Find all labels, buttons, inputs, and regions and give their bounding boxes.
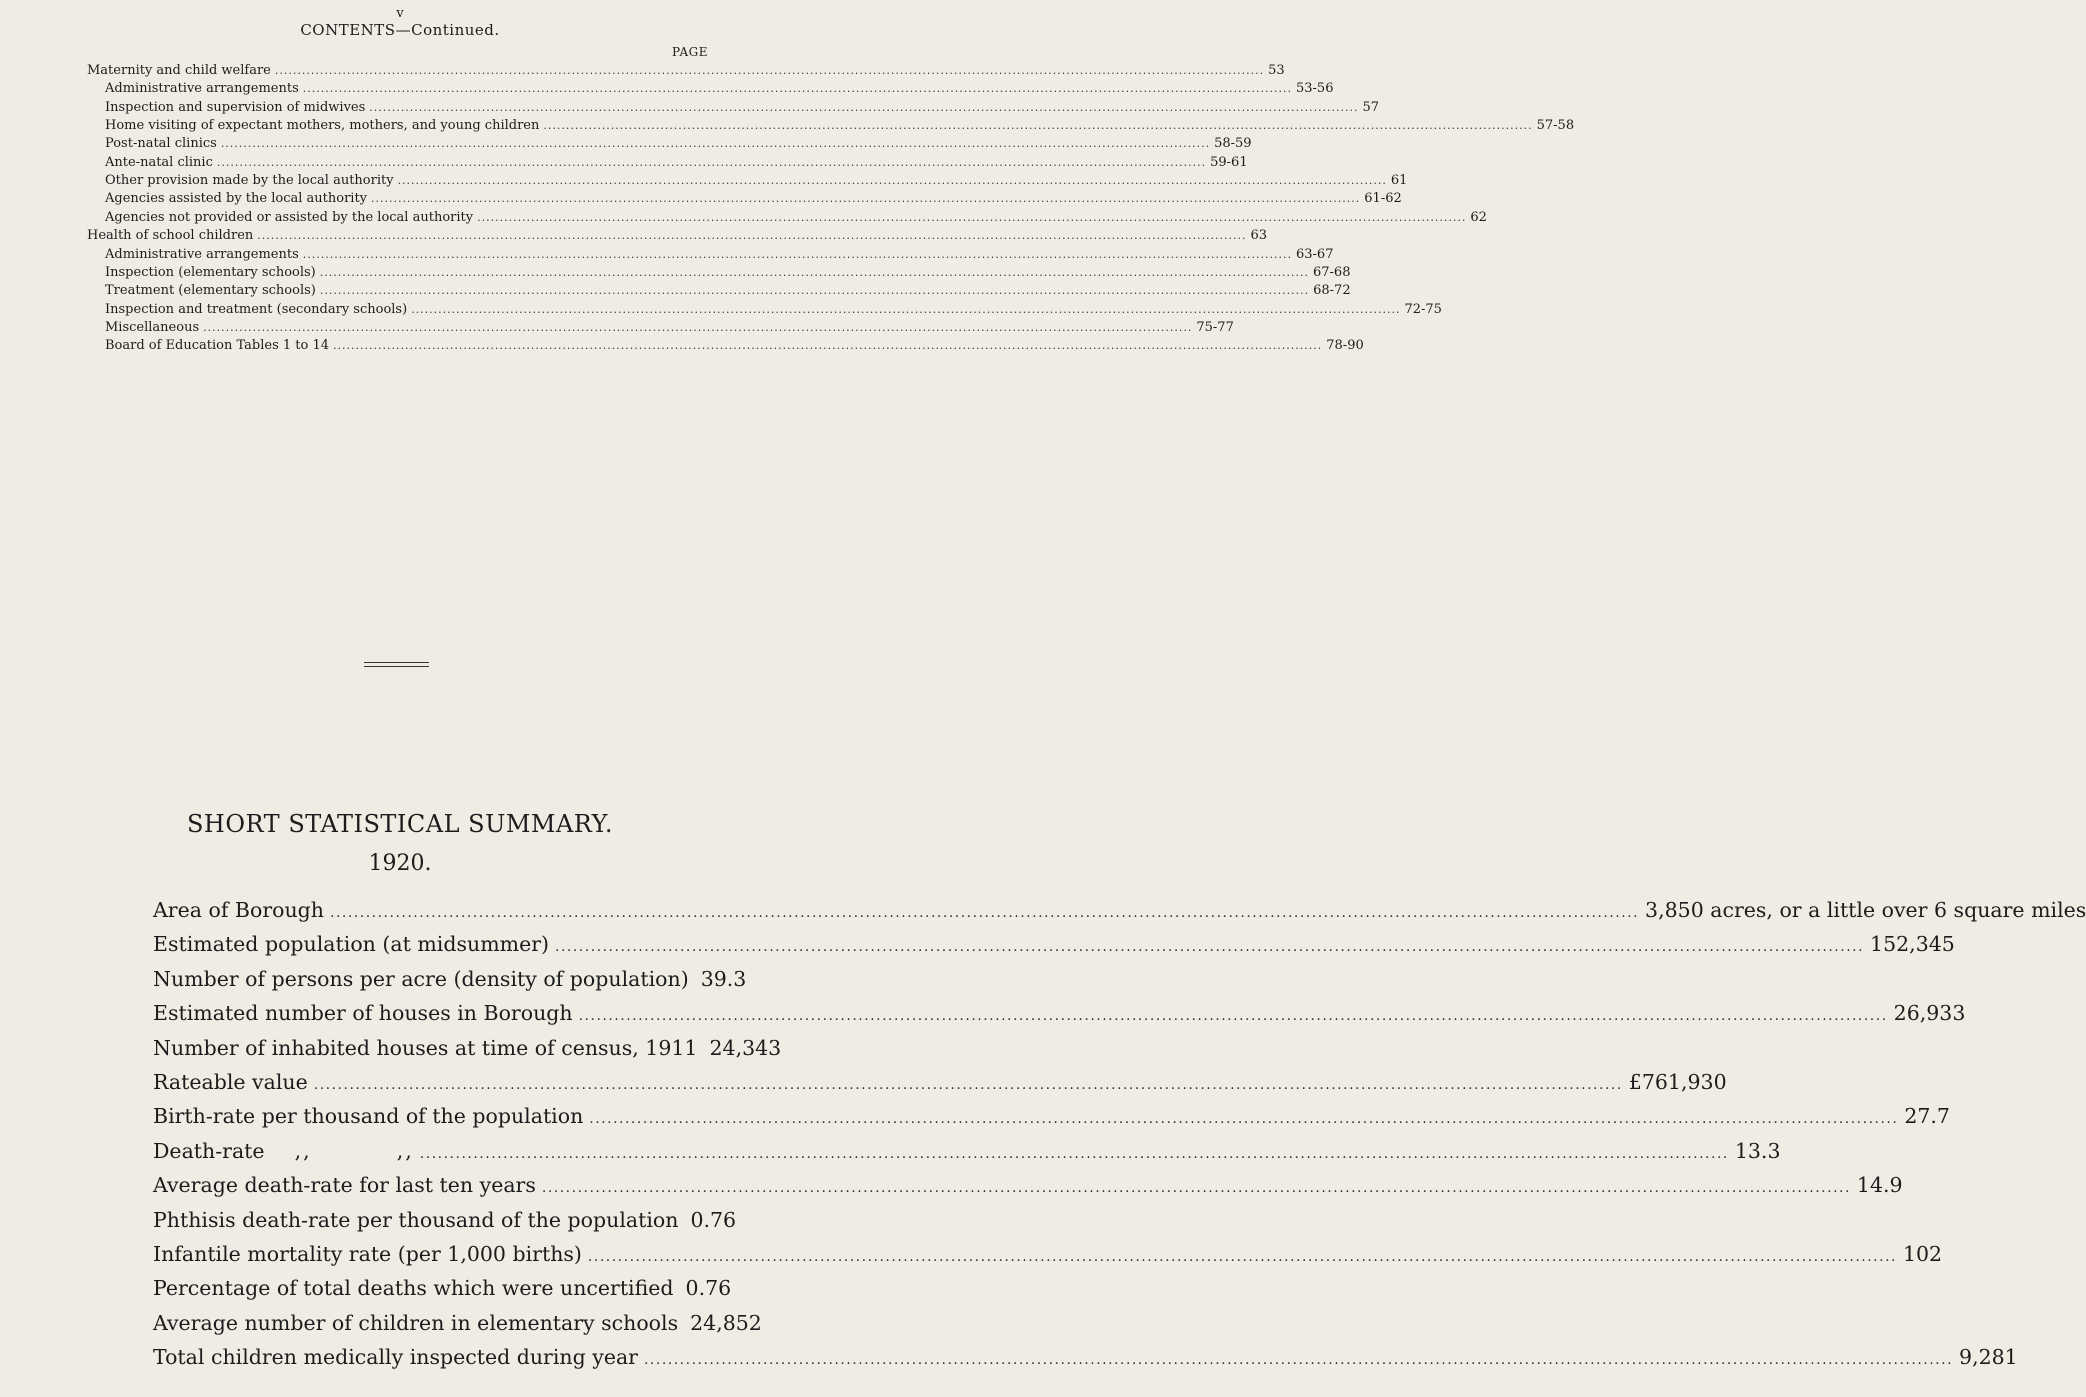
summary-row-label: Total children medically inspected during year — [153, 1345, 638, 1370]
summary-row-value: 13.3 — [1734, 1138, 1781, 1163]
summary-row-label: Number of inhabited houses at time of census, 1911 — [153, 1035, 698, 1060]
dot-leader: ............................................................................................................................................................................................................................ — [555, 939, 1865, 956]
divider-rule — [364, 666, 429, 667]
toc-entry-label: Inspection and treatment (secondary schools) — [105, 301, 408, 317]
dot-leader: ............................................................................................................................................................................................................................ — [477, 210, 1467, 224]
toc-entry-page: 75-77 — [1196, 319, 1234, 335]
dot-leader: ............................................................................................................................................................................................................................ — [319, 265, 1309, 279]
summary-row-value: 102 — [1902, 1242, 1943, 1266]
toc-entry — [87, 227, 1268, 245]
toc-entry-page: 57-58 — [1536, 118, 1575, 134]
toc-entry — [105, 209, 1487, 227]
toc-entry-page: 67-68 — [1313, 264, 1351, 280]
dot-leader: ............................................................................................................................................................................................................................ — [643, 1352, 1954, 1369]
summary-row-value: £761,930 — [1628, 1070, 1727, 1094]
toc-entry-page: 78-90 — [1326, 338, 1364, 354]
toc-entry — [105, 99, 1380, 117]
page-column-heading: PAGE — [672, 45, 708, 59]
toc-entry-label: Home visiting of expectant mothers, mothers, and young children — [105, 118, 540, 134]
dot-leader: ............................................................................................................................................................................................................................ — [274, 64, 1265, 77]
toc-entry-label: Inspection (elementary schools) — [105, 264, 316, 280]
toc-entry-label: Maternity and child welfare — [87, 63, 271, 78]
summary-row-label: Average death-rate for last ten years — [153, 1173, 536, 1198]
summary-row-label: Estimated population (at midsummer) — [153, 932, 549, 957]
summary-row — [153, 1340, 2018, 1374]
summary-row-value: 24,852 — [690, 1310, 762, 1335]
contents-title: CONTENTS—Continued. — [300, 21, 500, 39]
toc-entry-label: Administrative arrangements — [105, 246, 299, 262]
dot-leader: ............................................................................................................................................................................................................................ — [371, 192, 1361, 206]
toc-entry — [105, 172, 1408, 190]
summary-title: SHORT STATISTICAL SUMMARY. — [186, 810, 614, 838]
toc-entry — [105, 154, 1248, 172]
toc-entry-page: 53-56 — [1296, 81, 1334, 97]
dot-leader: ............................................................................................................................................................................................................................ — [543, 119, 1533, 133]
summary-row-label: Phthisis death-rate per thousand of the population — [153, 1207, 679, 1232]
summary-year: 1920. — [368, 851, 432, 876]
toc-entry — [105, 190, 1402, 208]
dot-leader: ............................................................................................................................................................................................................................ — [578, 1008, 1888, 1025]
summary-row-value: 3,850 acres, or a little over 6 square miles — [1645, 898, 2086, 922]
dot-leader: ............................................................................................................................................................................................................................ — [397, 174, 1387, 188]
toc-entry-label: Health of school children — [87, 228, 254, 244]
summary-row-label: Estimated number of houses in Borough — [153, 1001, 573, 1026]
summary-row-label: Infantile mortality rate (per 1,000 births) — [153, 1242, 582, 1266]
toc-entry-label: Ante-natal clinic — [105, 154, 213, 170]
toc-entry-page: 53 — [1268, 63, 1285, 78]
summary-row-value: 14.9 — [1856, 1173, 1903, 1198]
toc-entry-page: 61-62 — [1364, 191, 1402, 207]
dot-leader: ............................................................................................................................................................................................................................ — [203, 320, 1193, 334]
ditto-marks: ,, ,, — [294, 1138, 414, 1163]
dot-leader: ............................................................................................................................................................................................................................ — [369, 100, 1359, 114]
toc-entry — [105, 135, 1252, 153]
dot-leader: ............................................................................................................................................................................................................................ — [587, 1249, 1897, 1265]
summary-row — [153, 1065, 1727, 1099]
toc-entry — [105, 319, 1234, 337]
toc-entry — [105, 337, 1364, 355]
summary-row — [153, 1306, 762, 1340]
dot-leader: ............................................................................................................................................................................................................................ — [220, 137, 1211, 151]
summary-row — [153, 927, 1955, 961]
toc-entry-label: Miscellaneous — [105, 319, 200, 335]
summary-row — [153, 1271, 732, 1305]
toc-entry-page: 58-59 — [1214, 136, 1252, 152]
toc-entry-label: Inspection and supervision of midwives — [105, 99, 366, 115]
summary-row — [153, 1134, 1781, 1168]
toc-entry-page: 63 — [1250, 228, 1268, 244]
dot-leader: ............................................................................................................................................................................................................................ — [313, 1077, 1623, 1093]
dot-leader: ............................................................................................................................................................................................................................ — [589, 1111, 1899, 1128]
divider-rule — [364, 662, 429, 663]
toc-entry — [105, 117, 1575, 135]
toc-entry-label: Other provision made by the local authority — [105, 173, 394, 189]
toc-entry — [105, 264, 1351, 282]
summary-row-value: 0.76 — [690, 1207, 737, 1232]
summary-row — [153, 996, 1966, 1030]
summary-row-value: 24,343 — [709, 1035, 782, 1060]
toc-entry — [87, 62, 1285, 80]
summary-row-value: 0.76 — [685, 1276, 732, 1301]
summary-row-value: 26,933 — [1893, 1001, 1966, 1026]
toc-entry-label: Agencies assisted by the local authority — [105, 191, 368, 207]
dot-leader: ............................................................................................................................................................................................................................ — [257, 229, 1247, 243]
toc-entry-label: Treatment (elementary schools) — [105, 283, 316, 299]
toc-entry — [105, 301, 1442, 319]
summary-row-value: 9,281 — [1959, 1345, 2018, 1370]
summary-row — [153, 1237, 1943, 1271]
dot-leader: ............................................................................................................................................................................................................................ — [319, 284, 1310, 298]
dot-leader: ............................................................................................................................................................................................................................ — [411, 302, 1401, 316]
summary-row-label: Birth-rate per thousand of the population — [153, 1104, 584, 1129]
dot-leader: ............................................................................................................................................................................................................................ — [541, 1180, 1851, 1197]
summary-row-label: Number of persons per acre (density of population) — [153, 966, 689, 991]
summary-row — [153, 893, 2086, 927]
dot-leader: ............................................................................................................................................................................................................................ — [333, 339, 1323, 353]
summary-row — [153, 1203, 737, 1237]
summary-row — [153, 1168, 1903, 1202]
toc-entry — [105, 80, 1334, 98]
toc-entry-page: 68-72 — [1313, 283, 1351, 299]
toc-entry-page: 61 — [1390, 173, 1408, 189]
toc-entry-page: 63-67 — [1296, 246, 1334, 262]
toc-entry-page: 62 — [1470, 209, 1487, 225]
dot-leader: ............................................................................................................................................................................................................................ — [302, 82, 1292, 96]
summary-row-label: Percentage of total deaths which were uncertified — [153, 1276, 674, 1301]
toc-entry-page: 59-61 — [1210, 154, 1248, 170]
dot-leader: ............................................................................................................................................................................................................................ — [419, 1145, 1729, 1162]
toc-entry-label: Board of Education Tables 1 to 14 — [105, 338, 330, 354]
dot-leader: ............................................................................................................................................................................................................................ — [330, 905, 1640, 921]
toc-entry-page: 57 — [1362, 99, 1380, 115]
dot-leader: ............................................................................................................................................................................................................................ — [302, 247, 1292, 261]
summary-row-label: Area of Borough — [153, 898, 324, 922]
page-number: v — [396, 6, 404, 21]
summary-row-value: 27.7 — [1904, 1104, 1950, 1129]
summary-row-label: Rateable value — [153, 1070, 308, 1094]
toc-entry-page: 72-75 — [1404, 301, 1442, 317]
toc-entry-label: Post-natal clinics — [105, 136, 217, 152]
toc-entry — [105, 246, 1334, 264]
summary-row — [153, 1031, 782, 1065]
toc-entry — [105, 282, 1351, 300]
summary-row-value: 39.3 — [700, 966, 747, 991]
summary-row-label: Average number of children in elementary schools — [153, 1310, 679, 1335]
toc-entry-label: Administrative arrangements — [105, 81, 299, 97]
summary-row — [153, 962, 747, 996]
summary-row-label: Death-rate — [153, 1138, 265, 1163]
summary-row — [153, 1099, 1950, 1133]
toc-entry-label: Agencies not provided or assisted by the local authority — [105, 209, 474, 225]
summary-row-value: 152,345 — [1870, 932, 1955, 957]
dot-leader: ............................................................................................................................................................................................................................ — [216, 155, 1207, 169]
